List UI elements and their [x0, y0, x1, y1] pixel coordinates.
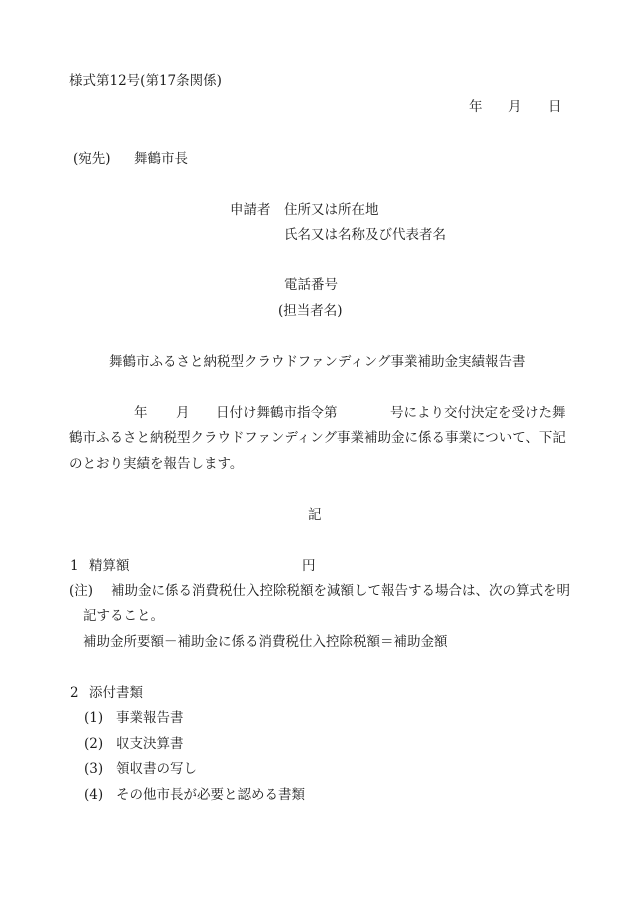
applicant-address: 住所又は所在地	[284, 202, 379, 218]
body-month: 月	[176, 405, 190, 421]
applicant-name: 氏名又は名称及び代表者名	[284, 227, 446, 243]
form-number: 様式第12号(第17条関係)	[69, 73, 222, 89]
section-1-unit: 円	[302, 558, 316, 574]
body-line3: のとおり実績を報告します。	[69, 456, 244, 472]
body-rest: 号により交付決定を受けた舞	[390, 405, 566, 421]
date-month: 月	[508, 99, 522, 115]
date-day: 日	[548, 99, 562, 115]
body-line2: 鶴市ふるさと納税型クラウドファンディング事業補助金に係る事業について、下記	[69, 430, 566, 446]
formula: 補助金所要額－補助金に係る消費税仕入控除税額＝補助金額	[83, 634, 448, 650]
attachment-number: (4)	[84, 787, 104, 803]
applicant-phone: 電話番号	[284, 277, 338, 293]
applicant-label: 申請者	[230, 202, 271, 218]
note-prefix: (注)	[69, 583, 94, 599]
attachment-text: その他市長が必要と認める書類	[116, 787, 305, 803]
applicant-contact: (担当者名)	[278, 303, 343, 319]
addressee-prefix: (宛先)	[73, 151, 111, 167]
section-1-number: 1	[70, 558, 79, 574]
section-2-label: 添付書類	[89, 685, 143, 701]
section-1-label: 精算額	[89, 558, 130, 574]
attachment-text: 領収書の写し	[116, 761, 197, 777]
attachment-number: (1)	[84, 710, 104, 726]
attachment-text: 事業報告書	[116, 710, 184, 726]
body-directive: 日付け舞鶴市指令第	[216, 405, 338, 421]
attachment-text: 収支決算書	[116, 736, 184, 752]
document-title: 舞鶴市ふるさと納税型クラウドファンディング事業補助金実績報告書	[109, 354, 526, 370]
addressee-name: 舞鶴市長	[134, 151, 188, 167]
ki-marker: 記	[308, 507, 322, 523]
attachment-number: (3)	[84, 761, 104, 777]
note-line2: 記すること。	[83, 608, 164, 624]
note-line1: 補助金に係る消費税仕入控除税額を減額して報告する場合は、次の算式を明	[111, 583, 570, 599]
section-2-number: 2	[70, 685, 79, 701]
body-year: 年	[134, 405, 148, 421]
date-year: 年	[469, 99, 483, 115]
attachment-number: (2)	[84, 736, 104, 752]
